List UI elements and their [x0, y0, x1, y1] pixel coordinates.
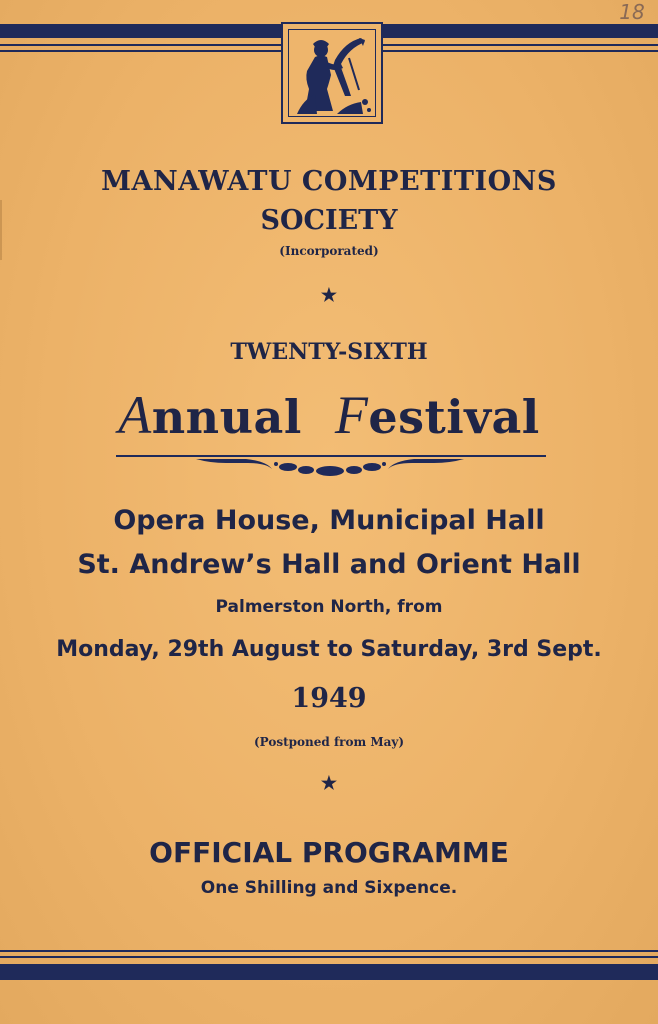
society-name-line2: SOCIETY — [260, 205, 398, 236]
venue-line2: St. Andrew’s Hall and Orient Hall — [77, 549, 581, 580]
postponed-note: (Postponed from May) — [253, 735, 405, 749]
incorporated-note: (Incorporated) — [279, 244, 379, 258]
programme-price: One Shilling and Sixpence. — [200, 878, 458, 898]
society-name-line1: MANAWATU COMPETITIONS — [101, 166, 557, 197]
bottom-band-thick — [0, 964, 658, 980]
festival-title — [0, 384, 658, 446]
festival-word1-initial: A — [118, 385, 152, 445]
bottom-band-rule — [0, 950, 658, 952]
festival-word2-rest: estival — [368, 390, 540, 444]
dates-line: Monday, 29th August to Saturday, 3rd Sept. — [56, 637, 602, 662]
festival-year: 1949 — [291, 683, 367, 714]
festival-word2-initial: F — [334, 385, 369, 445]
bottom-band-rule — [0, 956, 658, 958]
star-icon: ★ — [320, 773, 338, 794]
location-line: Palmerston North, from — [215, 597, 443, 617]
handwritten-page-number: 18 — [619, 0, 645, 24]
lyre-muse-emblem-icon — [288, 29, 376, 117]
programme-title: OFFICIAL PROGRAMME — [149, 836, 509, 869]
festival-ordinal: TWENTY-SIXTH — [230, 339, 428, 365]
emblem-frame — [281, 22, 383, 124]
festival-word1-rest: nnual — [151, 390, 302, 444]
star-icon: ★ — [320, 285, 338, 306]
flourish-ornament-icon — [196, 457, 464, 483]
venue-line1: Opera House, Municipal Hall — [113, 505, 545, 536]
